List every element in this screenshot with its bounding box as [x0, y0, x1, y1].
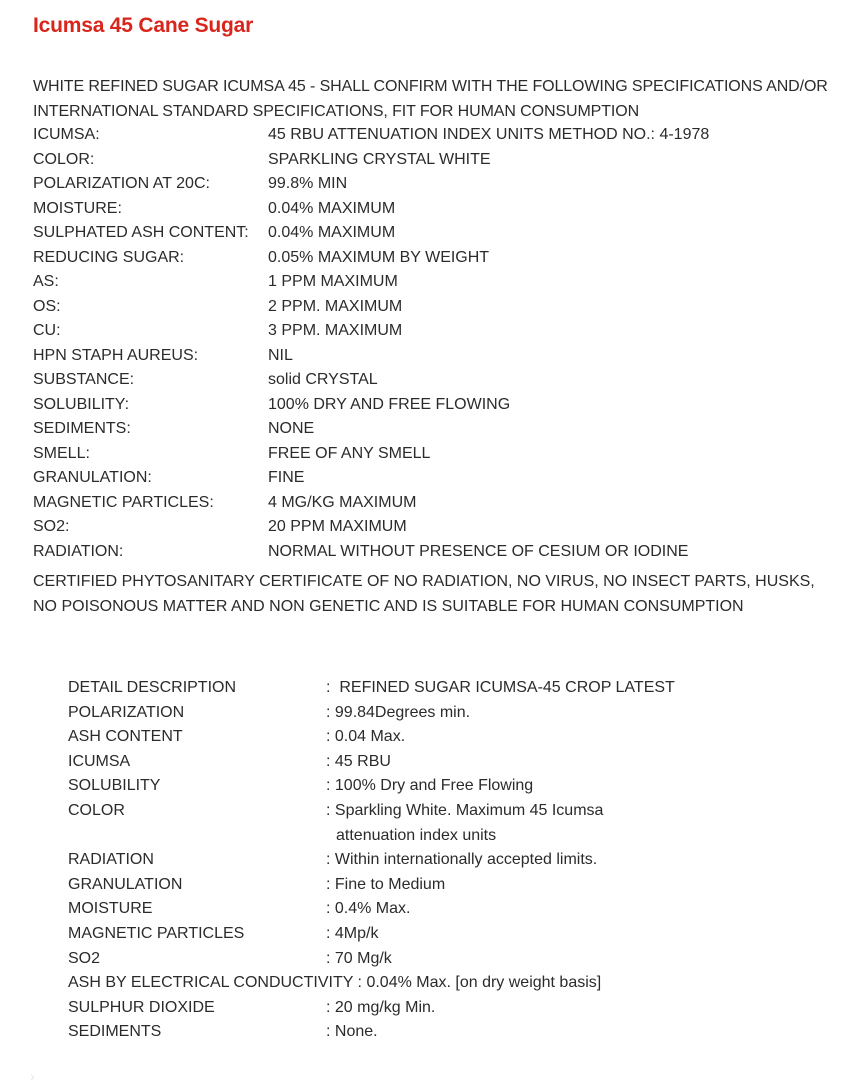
spec-value: NORMAL WITHOUT PRESENCE OF CESIUM OR IODINE [268, 542, 689, 560]
detail-row [68, 676, 828, 701]
spec-row [33, 197, 833, 222]
spec-key: SMELL: [33, 444, 90, 462]
spec-list-detail [68, 676, 828, 1045]
spec-row [33, 172, 833, 197]
spec-value: NIL [268, 346, 293, 364]
detail-value: : 100% Dry and Free Flowing [326, 777, 534, 795]
detail-row [68, 799, 828, 848]
detail-row [68, 725, 828, 750]
detail-key: ASH CONTENT [68, 728, 183, 746]
detail-row [68, 701, 828, 726]
detail-row [68, 1020, 828, 1045]
spec-value: FREE OF ANY SMELL [268, 444, 431, 462]
detail-row [68, 947, 828, 972]
page-title: Icumsa 45 Cane Sugar [33, 14, 254, 37]
spec-key: ICUMSA: [33, 126, 100, 143]
spec-value: 4 MG/KG MAXIMUM [268, 493, 417, 511]
spec-value: 0.05% MAXIMUM BY WEIGHT [268, 248, 490, 266]
spec-key: HPN STAPH AUREUS: [33, 346, 199, 364]
spec-value: 0.04% MAXIMUM [268, 199, 396, 217]
spec-key: SEDIMENTS: [33, 420, 131, 437]
spec-key: OS: [33, 297, 61, 315]
spec-value: 20 PPM MAXIMUM [268, 518, 407, 535]
detail-value: : 0.4% Max. [326, 900, 411, 918]
detail-line [68, 971, 601, 996]
detail-key: MAGNETIC PARTICLES [68, 924, 245, 942]
spec-row [33, 540, 833, 565]
spec-key: SOLUBILITY: [33, 395, 130, 413]
detail-key: MOISTURE [68, 900, 153, 918]
detail-value: : 70 Mg/k [326, 949, 392, 967]
spec-value: NONE [268, 420, 315, 437]
detail-value: : 0.04 Max. [326, 728, 406, 746]
detail-key: COLOR [68, 801, 125, 819]
detail-key: SOLUBILITY [68, 777, 161, 795]
detail-key: SEDIMENTS [68, 1023, 162, 1041]
detail-key: DETAIL DESCRIPTION [68, 679, 237, 696]
spec-row [33, 442, 833, 467]
detail-value: : 0.04% Max. [on dry weight basis] [353, 974, 602, 992]
spec-key: SUBSTANCE: [33, 371, 135, 388]
detail-value-continuation: attenuation index units [336, 826, 497, 844]
detail-key: ICUMSA [68, 752, 131, 770]
spec-value: SPARKLING CRYSTAL WHITE [268, 150, 491, 168]
detail-value: : 99.84Degrees min. [326, 703, 471, 721]
spec-row [33, 270, 833, 295]
spec-key: GRANULATION: [33, 469, 152, 486]
detail-value: : 20 mg/kg Min. [326, 998, 436, 1016]
detail-key: SO2 [68, 949, 101, 967]
spec-row [33, 368, 833, 393]
spec-row [33, 515, 833, 540]
spec-key: RADIATION: [33, 542, 124, 560]
spec-key: MAGNETIC PARTICLES: [33, 493, 214, 511]
spec-row [33, 417, 833, 442]
detail-row [68, 971, 828, 996]
spec-key: COLOR: [33, 150, 95, 168]
detail-value: : 45 RBU [326, 752, 391, 770]
detail-row [68, 774, 828, 799]
spec-row [33, 344, 833, 369]
spec-row [33, 466, 833, 491]
spec-row [33, 123, 833, 148]
detail-row [68, 750, 828, 775]
detail-row [68, 848, 828, 873]
spec-row [33, 295, 833, 320]
detail-row [68, 897, 828, 922]
spec-value: 1 PPM MAXIMUM [268, 273, 398, 290]
intro-paragraph: WHITE REFINED SUGAR ICUMSA 45 - SHALL CONFIRM WITH THE FOLLOWING SPECIFICATIONS AND/OR INTERNATIONAL STANDARD SPECIFICATIONS, FIT FOR HUMAN CONSUMPTION [33, 78, 828, 120]
detail-row [68, 873, 828, 898]
spec-key: POLARIZATION AT 20C: [33, 175, 210, 192]
detail-value: : None. [326, 1023, 378, 1041]
detail-key: SULPHUR DIOXIDE [68, 998, 215, 1016]
spec-row [33, 393, 833, 418]
detail-key: ASH BY ELECTRICAL CONDUCTIVITY [68, 974, 354, 992]
spec-key: MOISTURE: [33, 199, 122, 217]
spec-key: CU: [33, 322, 61, 339]
watermark-mark: › [30, 1068, 35, 1084]
spec-row [33, 491, 833, 516]
spec-value: FINE [268, 469, 305, 486]
spec-row [33, 319, 833, 344]
spec-value: 0.04% MAXIMUM [268, 224, 396, 241]
spec-value: 45 RBU ATTENUATION INDEX UNITS METHOD NO.: 4-1978 [268, 126, 710, 143]
detail-value: : REFINED SUGAR ICUMSA-45 CROP LATEST [326, 679, 675, 696]
spec-value: solid CRYSTAL [268, 371, 378, 388]
spec-row [33, 246, 833, 271]
detail-key: RADIATION [68, 851, 154, 869]
detail-row [68, 922, 828, 947]
spec-value: 3 PPM. MAXIMUM [268, 322, 403, 339]
detail-value: : Within internationally accepted limits. [326, 851, 598, 869]
detail-key: GRANULATION [68, 875, 183, 893]
spec-row [33, 221, 833, 246]
spec-value: 2 PPM. MAXIMUM [268, 297, 403, 315]
spec-value: 100% DRY AND FREE FLOWING [268, 395, 511, 413]
detail-key: POLARIZATION [68, 703, 185, 721]
spec-key: SO2: [33, 518, 70, 535]
detail-value: : Fine to Medium [326, 875, 446, 893]
spec-key: SULPHATED ASH CONTENT: [33, 224, 249, 241]
certificate-paragraph: CERTIFIED PHYTOSANITARY CERTIFICATE OF NO RADIATION, NO VIRUS, NO INSECT PARTS, HUSKS, NO POISONOUS MATTER AND NON GENETIC AND IS SUITABLE FOR HUMAN CONSUMPTION [33, 573, 815, 615]
spec-list-primary [33, 123, 833, 564]
detail-value: : Sparkling White. Maximum 45 Icumsa [326, 801, 604, 819]
spec-key: AS: [33, 273, 59, 290]
spec-key: REDUCING SUGAR: [33, 248, 185, 266]
detail-row [68, 996, 828, 1021]
spec-value: 99.8% MIN [268, 175, 348, 192]
spec-row [33, 148, 833, 173]
detail-value: : 4Mp/k [326, 924, 379, 942]
